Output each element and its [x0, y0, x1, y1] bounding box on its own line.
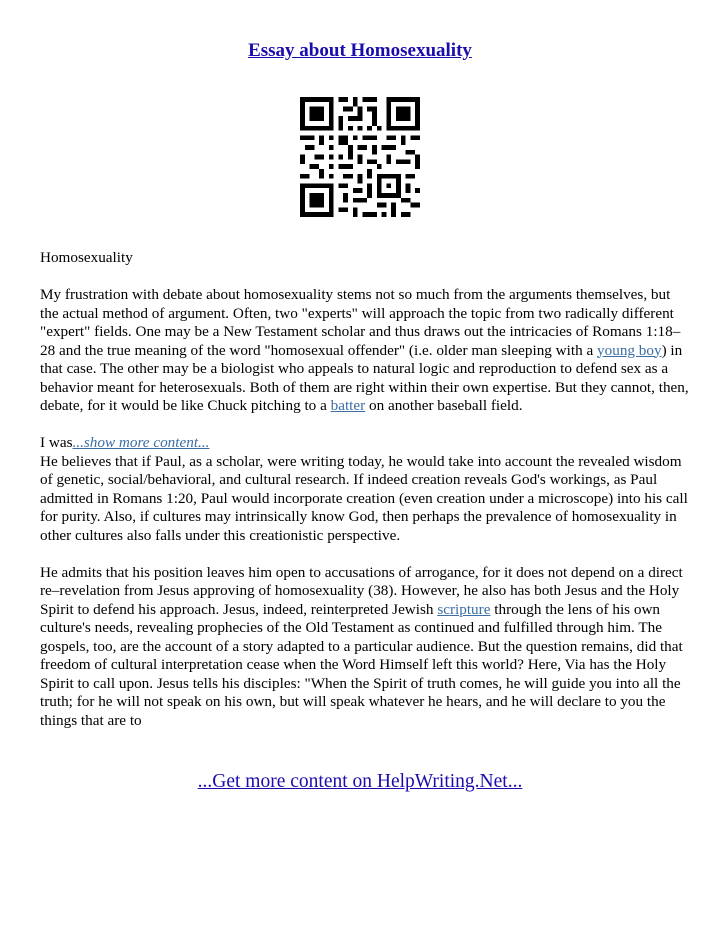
- paragraph-1: My frustration with debate about homosexuality stems not so much from the arguments themselves, but the actual method of argument. Often, two "experts" will approach the topic from two radically different "expert" fields. One may be a New Testament scholar and thus draws out the intricacies of Romans 1:18–28 and the true meaning of the word "homosexual offender" (i.e. older man sleeping with a young boy) in that case. The other may be a biologist who appeals to natural logic and reproduction to defend sex as a behavior meant for heterosexuals. Both of them are right within their own expertise. But they cannot, then, debate, for it would be like Chuck pitching to a batter on another baseball field.: [40, 286, 689, 414]
- get-more-content-link[interactable]: ...Get more content on HelpWriting.Net...: [197, 771, 523, 792]
- batter-link[interactable]: batter: [330, 397, 366, 414]
- show-more-link[interactable]: ...show more content...: [72, 434, 210, 451]
- page-title[interactable]: Essay about Homosexuality: [248, 40, 472, 61]
- paragraph-3: He admits that his position leaves him open to accusations of arrogance, for it does not depend on a direct re–revelation from Jesus approving of homosexuality (38). However, he also has both Jesus and the Holy Spirit to defend his approach. Jesus, indeed, reinterpreted Jewish scripture through the lens of his own culture's needs, revealing prophecies of the Old Testament as continued and fulfilled through him. The gospels, too, are the account of a story adapted to a particular audience. But the question remains, did that freedom of cultural interpretation cease when the Word Himself left this world? Here, Via has the Holy Spirit to call upon. Jesus tells his disciples: "When the Spirit of truth comes, he will guide you into all the truth; for he will not speak on his own, but will speak whatever he hears, and he will declare to you the things that are to: [40, 563, 683, 729]
- paragraph-2: I was...show more content... He believes that if Paul, as a scholar, were writing today, he would take into account the revealed wisdom of genetic, social/behavioral, and cultural research. If indeed creation reveals God's workings, as Paul admitted in Romans 1:20, Paul would incorporate creation (even creation under a microscope) into his call for purity. Also, if cultures may intrinsically know God, then perhaps the prevalence of homosexuality in other cultures also falls under this creationistic perspective.: [40, 434, 688, 544]
- qr-code-icon: [300, 97, 420, 217]
- scripture-link[interactable]: scripture: [437, 600, 491, 618]
- essay-body: [40, 249, 690, 730]
- essay-heading: Homosexuality: [40, 249, 133, 266]
- young-boy-link[interactable]: young boy: [597, 341, 662, 359]
